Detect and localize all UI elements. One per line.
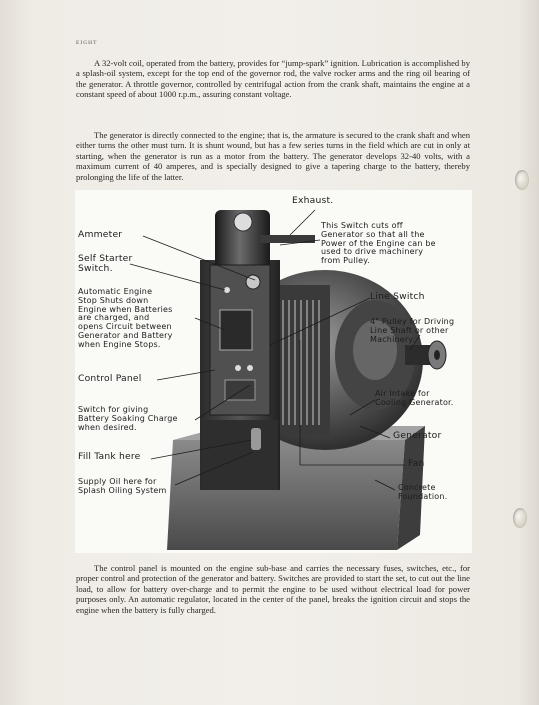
binder-hole-bottom (513, 508, 527, 528)
label-switch-note: This Switch cuts off Generator so that all the Power of the Engine can be used to drive machinery from Pulley. (321, 221, 436, 266)
binder-hole-top (515, 170, 529, 190)
label-control-panel: Control Panel (78, 373, 142, 384)
label-line-switch: Line Switch (370, 291, 425, 302)
label-soaking-switch: Switch for giving Battery Soaking Charge when desired. (78, 405, 178, 432)
pulley (405, 341, 446, 369)
paragraph-generator: The generator is directly connected to the engine; that is, the armature is secured to the crank shaft and when either turns the other must turn. It is shunt wound, but has a few series turns in the field which are cut in only at starting, when the generator is run as a motor from the battery. The generator develops 32-40 volts, with a maximum current of 40 amperes, and is specially designed to give a tapering charge to the battery, thereby prolonging the life of the latter. (76, 130, 470, 182)
label-fill-tank: Fill Tank here (78, 451, 141, 462)
label-generator: Generator (393, 430, 442, 441)
fill-tank-cap (251, 428, 261, 450)
engine-generator-figure (75, 190, 472, 553)
label-supply-oil: Supply Oil here for Splash Oiling System (78, 477, 167, 495)
label-pulley: 4" Pulley for Driving Line Shaft or other Machinery. (370, 317, 455, 344)
ge-emblem-icon (234, 213, 252, 231)
paragraph-control-panel: The control panel is mounted on the engine sub-base and carries the necessary fuses, switches, etc., for proper control and protection of the generator and battery. Switches are provided to start the set, to cut out the line load, to allow for battery over-charge and to permit the engine to be used without electrical load for power purposes only. An automatic regulator, located in the center of the panel, breaks the ignition circuit and stops the engine when the battery is fully charged. (76, 563, 470, 615)
label-air-intake: Air Intake for Cooling Generator. (375, 389, 454, 407)
label-foundation: Concrete Foundation. (398, 483, 448, 501)
label-ammeter: Ammeter (78, 229, 123, 240)
paragraph-ignition: A 32-volt coil, operated from the battery, provides for “jump-spark” ignition. Lubrication is accomplished by a splash-oil system, except for the top end of the governor rod, the valve rocker arms and the ring oil bearing of the generator. A throttle governor, controlled by centrifugal action from the crank shaft, maintains the engine at a constant speed of about 1000 r.p.m., assuring constant voltage. (76, 58, 470, 100)
label-exhaust: Exhaust. (292, 195, 334, 206)
label-automatic-stop: Automatic Engine Stop Shuts down Engine when Batteries are charged, and opens Circuit between Generator and Battery when Engine Stops. (78, 287, 173, 349)
label-self-starter: Self Starter Switch. (78, 253, 133, 274)
label-fan: Fan (408, 458, 425, 469)
page-folio: EIGHT (76, 40, 98, 46)
